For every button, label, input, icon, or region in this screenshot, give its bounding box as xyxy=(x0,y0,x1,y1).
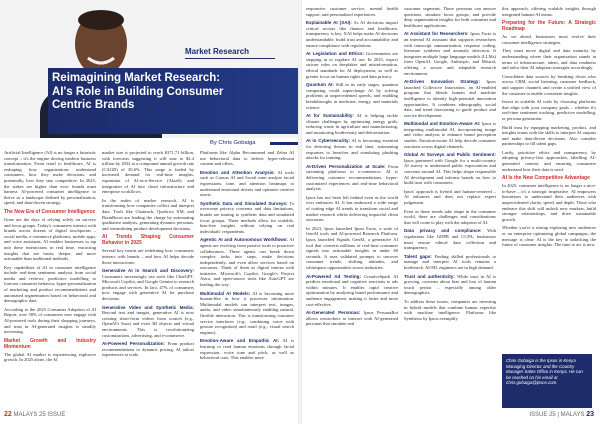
paragraph-text: Ipsos is integrating multimodal AI, incorporating image and video analysis to enhance brand perception studies. Emotion-aware AI help decode consumer reactions across digital channels. xyxy=(404,121,496,149)
paragraph-text: AI Is the New Competitive Advantage xyxy=(502,175,590,182)
paragraph-text: Consolidate data sources by breaking down silos across CRM, social listening, customer feedback, and support channels and create a unified view of the customer to enable consistent insights. xyxy=(502,73,596,96)
paragraph xyxy=(502,183,596,222)
paragraph-text: AI tools such as Canvas AI and Social mini analyze facial expressions, tone, and attention heatmaps to understand emotional drivers and optimize creative assets. xyxy=(200,169,294,198)
paragraph-lead: Synthetic Data and Simulated Surveys: xyxy=(200,200,288,206)
subheading xyxy=(102,234,194,246)
paragraph xyxy=(404,31,496,76)
paragraph xyxy=(502,6,596,17)
paragraph xyxy=(404,152,496,186)
paragraph xyxy=(102,248,194,265)
paragraph xyxy=(200,170,294,198)
section-underline xyxy=(185,58,275,59)
paragraph-text: customer segments. These personas can answer questions, simulate focus groups, and provide deep segmentation insights for both consumer and healthcare applications. xyxy=(404,6,496,28)
paragraph-text: The global AI market is experiencing explosive growth. In 2025 alone, the AI xyxy=(4,351,96,363)
paragraph-text: Ipsos' approach is hybrid and human-centered – AI enhances and does not replace expert judgement. xyxy=(404,188,496,205)
paragraph xyxy=(502,48,596,70)
paragraph-text: Market Growth and Industry Momentum xyxy=(4,337,96,350)
paragraph xyxy=(102,341,194,358)
paragraph-lead: Agentic AI and Autonomous Workflows: xyxy=(200,237,288,243)
paragraph-text: Finding skilled professionals to manage and interpret AI tools remains a bottleneck. AI-ML engineers are in high demand. xyxy=(404,253,496,270)
paragraph xyxy=(4,217,96,262)
paragraph-lead: Multimodal AI Models: xyxy=(200,290,251,296)
subheading xyxy=(4,338,96,350)
paragraph xyxy=(306,164,398,192)
paragraph-text: As AI decisions impact critical sectors like finance and healthcare, transparency is key. XAI helps make AI decisions understandable, build trust and accountability and ensure compliance with regulations. xyxy=(306,20,398,48)
paragraph xyxy=(502,150,596,172)
paragraph-lead: Data privacy and compliance: xyxy=(404,228,482,234)
article-title xyxy=(52,72,292,113)
paragraph-text: Artificial Intelligence (AI) is no longer a futuristic concept – it's the engine driving modern business transformation. From retail to healthcare, AI is reshaping how organizations understand consumers, how they make decisions, and potentially, how they stay competitive. In 2025, the stakes are higher than ever: brands must harness AI-powered consumer intelligence to thrive in a landscape defined by personalization, speed, and data-driven strategy. xyxy=(4,150,96,206)
title-line-1: Reimagining Market Research: xyxy=(52,72,221,84)
paragraph-lead: Quantum AI: xyxy=(306,82,334,88)
paragraph-text: AI agents are evolving from passive tools to proactive collaborators. These agents can break down complex tasks into steps, make decisions independently, and even allow services based on outcomes. Think of them as digital interns with initiative. Microsoft's Copilot, Google's Project Astra, and open-source tools like AutoGPT are leading the way. xyxy=(200,237,294,288)
paragraph xyxy=(404,299,496,321)
paragraph-text: As we ahead, businesses must evolve their consumer intelligence strategies. xyxy=(502,34,596,45)
paragraph xyxy=(404,254,496,271)
paragraph-lead: Talent gaps: xyxy=(404,253,432,259)
left-page-number: 22 xyxy=(4,411,12,418)
paragraph-lead: Emotion and Attention Analysis: xyxy=(200,169,275,175)
subheading xyxy=(502,175,596,181)
paragraph-text: Even as these trends take shape in the consumer world, there are challenges and considerations that will come to play with the adoption of AI. xyxy=(404,208,496,225)
paragraph-text: They must move digital and data maturity by understanding where their organization stands in terms of infrastructure, talent, and data readiness and tailor their AI adoption strategies accordingly. xyxy=(502,48,596,71)
paragraph xyxy=(404,228,496,250)
paragraph xyxy=(502,225,596,247)
paragraph-text: Build trust by equipping marketing, product, and insights teams with the skills to interpret AI outputs and make data-driven decisions. Also consider partnerships to fill talent gaps. xyxy=(502,124,596,147)
paragraph xyxy=(4,150,96,206)
paragraph-lead: Multimodal and Emotion-Aware AI: xyxy=(404,121,481,127)
paragraph-text: Lastly, prioritize ethics and transparency by adopting privacy-first approaches, labelling AI-generated content, and ensuring consumers understand how their data is used. xyxy=(502,149,596,172)
right-footer-text: ISSUE 25 | MALAYS xyxy=(529,412,585,418)
right-column-2 xyxy=(404,6,496,408)
paragraph xyxy=(102,150,194,195)
paragraph xyxy=(306,51,398,79)
paragraph xyxy=(502,99,596,121)
paragraph xyxy=(306,310,398,327)
paragraph-text: Still in its early stages, quantum computing could supercharge AI by solving problems at unprecedented speeds, and enabling breakthroughs in medicine, energy, and materials science. xyxy=(306,82,398,110)
left-column-1 xyxy=(4,150,96,406)
right-column-3 xyxy=(502,6,596,336)
right-column-1 xyxy=(306,6,398,408)
title-line-3: Centric Brands xyxy=(52,99,135,111)
paragraph-text: Gone are the days of relying solely on surveys and focus groups. Today's consumers interact with brands across dozens of digital touchpoints – social media, e-commerce platforms, mobile apps, and voice assistants. AI enables businesses to tap into these interactions in real time, extracting insights that are faster, deeper, and more actionable than traditional methods. xyxy=(4,216,96,262)
paragraph-lead: AI-Driven Innovation Strategy: xyxy=(404,79,480,85)
paragraph-text: Platforms like Alpha Recommend and Zebra AI use behavioral data to deliver hyper-relevant content and offers. xyxy=(200,150,294,167)
paragraph xyxy=(502,34,596,45)
paragraph-text: this approach, offering scalable insights through integrated human-AI teams. xyxy=(502,6,596,17)
paragraph-text: Several key trends are redefining how consumers interact with brands – and how AI helps decode those interactions: xyxy=(102,248,194,265)
paragraph-text: CreativeSpark AI predicts emotional and cognitive reactions to ads within minutes. It enables rapid creative optimization by analyzing brand performance and audience engagement, making it faster and more cost-effective. xyxy=(306,273,398,307)
paragraph-lead: AI-Powered Ad Testing: xyxy=(306,273,361,279)
paragraph-lead: Trust and authenticity: xyxy=(404,273,455,279)
paragraph xyxy=(306,138,398,160)
paragraph xyxy=(404,79,496,118)
paragraph-text: Governments are stepping in to regulate AI use. In 2025, expect stricter rules on deepfakes and misinformation, ethical standards for AI deployment, as well as greater focus on human rights and data privacy. xyxy=(306,51,398,79)
paragraph-lead: AI Legislation and Ethics: xyxy=(306,51,365,57)
paragraph-text: In 2023, Ipsos launched Ipsos Facto, a suite of GenAI tools and AI-powered Research Platform. Ipsos launched Signals GenAI, a generative AI tool that converts millions of real-time consumer signals into actionable insights in under 60 seconds. It uses validated prompts to uncover consumer trends, shifting attitudes, and whitespace opportunities across industries. xyxy=(306,225,398,270)
paragraph xyxy=(404,209,496,226)
paragraph xyxy=(102,305,194,339)
paragraph xyxy=(404,274,496,296)
paragraph xyxy=(200,291,294,336)
byline-accent-bar xyxy=(270,142,298,145)
paragraph xyxy=(404,6,496,28)
paragraph-text: AI is helping tackle climate challenges by optimizing energy grids, reducing waste in agriculture and manufacturing, and monitoring biodiversity and deforestation. xyxy=(306,113,398,135)
title-line-2: AI's Role in Building Consumer xyxy=(52,85,224,98)
paragraph-text: AI Trends Shaping Consumer Behavior in 2025 xyxy=(102,234,194,247)
paragraph-text: According to the 2025 Consumer Adoption of AI Report, over 58% of consumers now engage with AI-powered tools during their shopping journeys, and trust in AI-generated insights is steadily increasing. xyxy=(4,306,96,335)
byline: By Chris Gobaiga xyxy=(210,140,256,146)
paragraph-text: To address these issues, companies are investing in hybrid models that combine human expertise with machine intelligence. Platforms like Synthesio by Ipsos exemplify xyxy=(404,298,496,321)
paragraph xyxy=(404,189,496,206)
paragraph xyxy=(306,82,398,110)
paragraph-text: Ipsos PersonaBot allows researchers to interact with AI-generated personas that simulate real xyxy=(306,310,398,327)
right-page-number: 23 xyxy=(586,411,594,418)
paragraph-text: From streaming platforms to e-commerce, AI is delivering customer recommendations, hyper-customized experiences and real-time behavioral analysis. xyxy=(306,163,398,192)
paragraph-lead: Generative Video and Synthetic Media: xyxy=(102,304,194,310)
paragraph-lead: AI-Generated Personas: xyxy=(306,310,361,316)
paragraph xyxy=(306,113,398,135)
section-label: Market Research xyxy=(185,47,250,56)
paragraph xyxy=(502,125,596,147)
paragraph xyxy=(200,237,294,287)
paragraph-text: AI is learning to read human emotions through facial expression, voice tone and pitch, as well as behavioral cues. This enables more xyxy=(200,338,294,361)
paragraph-text: To overcome privacy concerns and data limitations, brands are turning to synthetic data and simulated focus groups. These methods allow for scalable, bias-free insights without relying on real individuals' respondents. xyxy=(200,200,294,234)
paragraph-lead: Emotion-Aware and Empathic AI: xyxy=(200,338,280,344)
paragraph xyxy=(102,198,194,232)
subheading xyxy=(4,209,96,215)
paragraph xyxy=(4,352,96,363)
paragraph xyxy=(4,265,96,304)
paragraph-text: AI is becoming more human-like in how it processes information. Multimodal models can interpret text, images, audio, and video simultaneously enabling natural, flexible interaction. This is transforming customer service interfaces (e.g., combining voice with gesture recognition) and retail (e.g., visual search engines). xyxy=(200,290,294,335)
paragraph xyxy=(102,268,194,302)
right-page xyxy=(302,0,600,424)
author-bio: Chris Gobaiga is the Ipsos in Kenya Managing Director and the Country Manager Sales Office in Kenya. He can be reached on his email at chris.gobaiga@ipsos.com. xyxy=(506,358,583,386)
paragraph xyxy=(4,307,96,335)
paragraph xyxy=(502,74,596,96)
paragraph-text: Invest in scalable AI tools by choosing platforms that align with your company goals – whether it's real-time sentiment tracking, predictive modelling, or persona generation. xyxy=(502,99,596,121)
paragraph-text: market size is projected to reach $371.71 billion, with forecasts suggesting it will soar to $2.4 trillion by 2032 at a compound annual growth rate (CAGR) of 30.6%. This surge is fueled by increased demand for real-time insights, expansion of AI-as-a-Service (AIaaS), and integration of AI into cloud infrastructure and enterprise workflows. xyxy=(102,150,194,195)
paragraph xyxy=(306,6,398,17)
paragraph xyxy=(306,226,398,271)
paragraph xyxy=(200,201,294,235)
paragraph xyxy=(306,195,398,223)
left-footer xyxy=(4,411,65,418)
paragraph xyxy=(306,274,398,308)
right-footer xyxy=(529,411,594,418)
left-footer-text: MALAYS 25 ISSUE xyxy=(13,412,66,418)
paragraph-text: AI is becoming essential for detecting threats in real time, automating responses to breaches and simulating phishing attacks for training. xyxy=(306,138,398,161)
paragraph-text: Ipsos launched Collective Innovation, an AI-enabled program that blends human and machine intelligence to identify high-potential innovation opportunities. It combines ethnography, social data, and trend forecasting to guide product and service development. xyxy=(404,79,496,118)
left-page xyxy=(0,0,298,424)
paragraph-lead: AI for Sustainability: xyxy=(306,113,354,119)
paragraph-text: Preparing for the Future: A Strategic Roadmap xyxy=(502,20,596,33)
paragraph-lead: AI-Powered Personalization: xyxy=(102,341,165,347)
paragraph-lead: AI in Cybersecurity: xyxy=(306,138,351,144)
paragraph-lead: Generative AI in Search and Discovery: xyxy=(102,268,194,274)
paragraph xyxy=(200,150,294,167)
left-column-2 xyxy=(102,150,194,406)
paragraph xyxy=(404,121,496,149)
paragraph-lead: Explainable AI (XAI): xyxy=(306,20,352,26)
paragraph xyxy=(306,20,398,48)
paragraph-text: Ipsos partnered with Google for a multi-country AI survey to understand public expectations and concerns around AI. This helps shape responsible AI development and informs brands on how to build trust with consumers. xyxy=(404,157,496,186)
paragraph-text: Whether you're a startup exploring new audiences or an enterprise optimizing global campaigns, the message is clear: AI is the key to unlocking the future of consumer insights. The time to act is now. xyxy=(502,225,596,248)
paragraph-text: Ipsos Facto is an internal AI assistant that supports researchers with transcript summarization, response coding, literature synthesis and anomaly detection. It integrates multiple large language models (LLMs) from OpenAI, Google, Anthropic, and Mistral, offering a secure and adaptable research environment. xyxy=(404,31,496,76)
paragraph-text: While trust in AI is growing, concerns about bias and loss of human touch persist – especially among older demographics. xyxy=(404,273,496,296)
paragraph-text: In the realm of market research, AI is transforming how companies collect and interpret data. Tools like Chattrack, Qualtrics XM, and BrainBoost are leading the charge by automating qualitative analysis, generating dynamic personas, and streamlining product development decisions. xyxy=(102,197,194,231)
paragraph-lead: AI Assistant for Researchers: xyxy=(404,31,469,37)
paragraph-lead: AI-Driven Personalization at Scale: xyxy=(306,163,386,169)
author-bio-box xyxy=(502,354,592,408)
paragraph-text: Ipsos has not been left behind even as the world over embraces AI. It has embraced a wide range of cutting edge AI trends to transform social and market research whilst delivering impactful client outcomes. xyxy=(306,194,398,223)
paragraph-text: responsive customer service, mental health support, and personalized experiences. xyxy=(306,6,398,17)
paragraph-text: In 2025, consumer intelligence is no longer a nice-to-have – it's a strategic imperative. AI empowers businesses to understand their audiences with unprecedented clarity, speed, and depth. Those who embrace this shift will unlock new markets, build stronger relationships, and drive sustainable growth. xyxy=(502,183,596,222)
left-column-3 xyxy=(200,150,294,406)
paragraph-text: Consumers increasingly use tools like ChatGPT, Microsoft Copilot, and Google Gemini to research products and services. In fact, 47% of consumers now engage with generative AI for purchase decisions. xyxy=(102,273,194,302)
paragraph-text: With regulations like GDPR and CCPA, businesses must ensure ethical data collection and transparency. xyxy=(404,228,496,251)
paragraph xyxy=(200,338,294,360)
paragraph-text: The New Era of Consumer Intelligence xyxy=(4,208,96,215)
paragraph-text: Beyond text and images, generative AI is now creating short-form videos from scratch (e.g., OpenAI's Sora) and even 3D objects and virtual environments. This is revolutionizing customizations, advertising, and e-commerce. xyxy=(102,310,194,338)
subheading xyxy=(502,20,596,32)
paragraph-text: From product recommendations to dynamic pricing, AI tailors experiences at scale. xyxy=(102,341,194,358)
paragraph-lead: Global AI Surveys and Public Sentiment: xyxy=(404,152,496,158)
paragraph-text: Key capabilities of AI in consumer intelligence include real-time sentiment analysis from social media and reviews, predictive modelling to forecast consumer behavior, hyper-personalization of marketing and product recommendations and automated segmentation based on behavioral and demographic data. xyxy=(4,264,96,304)
